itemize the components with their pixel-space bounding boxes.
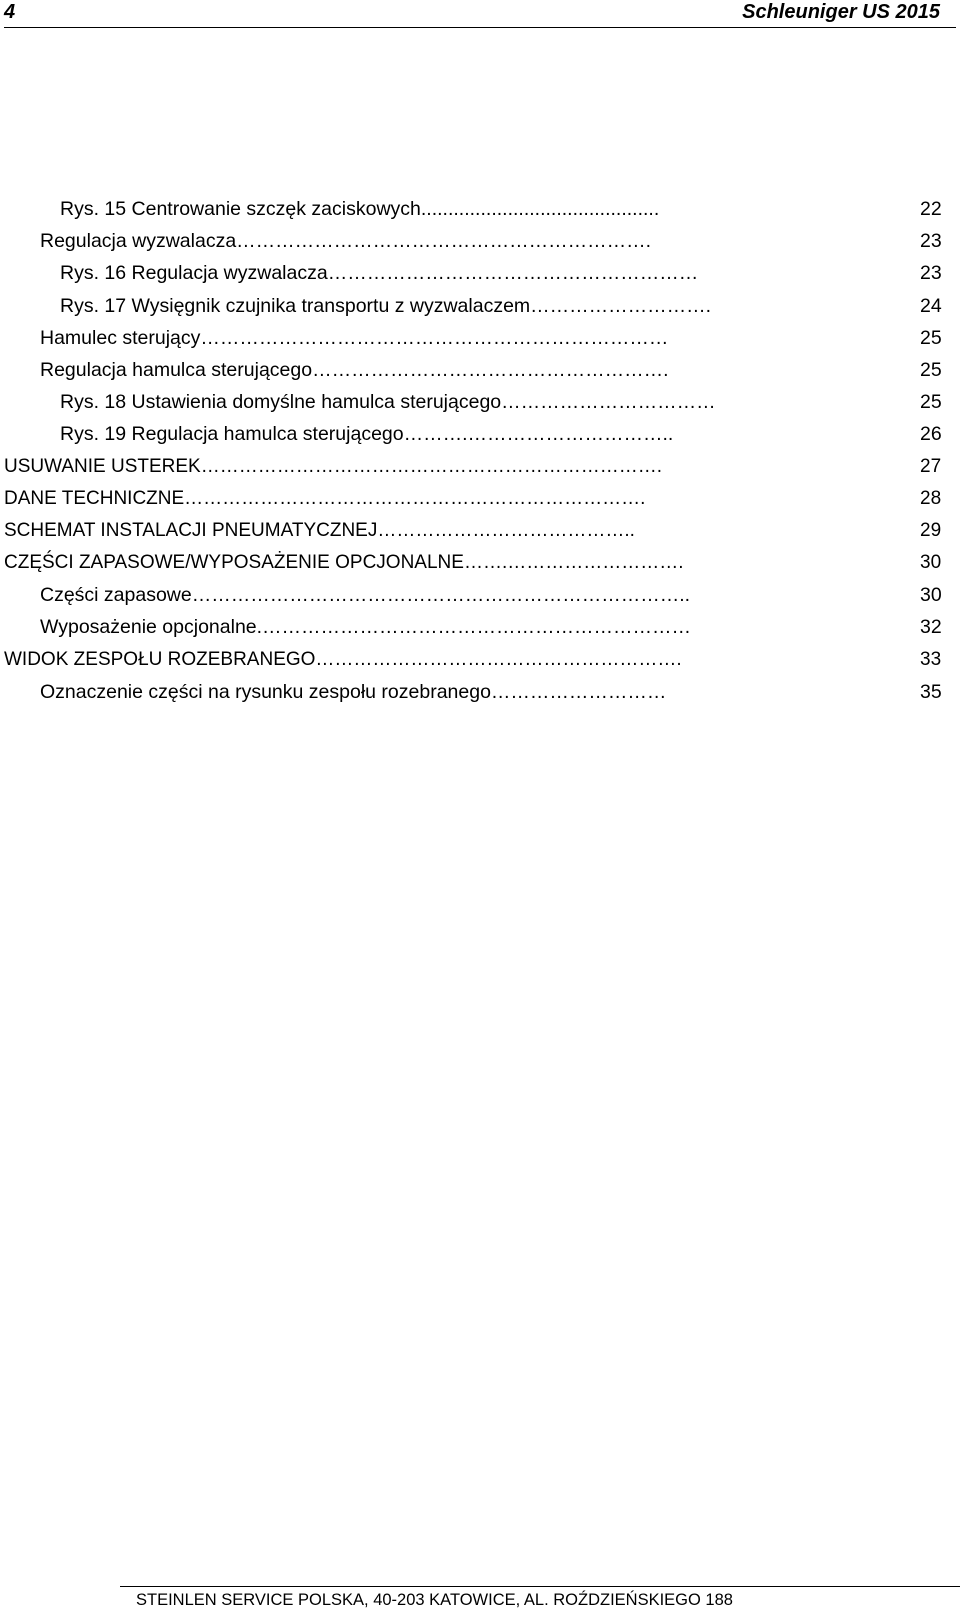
toc-entry[interactable] bbox=[0, 418, 960, 450]
toc-entry[interactable] bbox=[0, 579, 960, 611]
toc-entry[interactable] bbox=[0, 354, 960, 386]
toc-entry[interactable] bbox=[0, 644, 960, 676]
toc-entry[interactable] bbox=[0, 483, 960, 515]
toc-entry-page: 27 bbox=[920, 455, 942, 477]
toc-entry-title: WIDOK ZESPOŁU ROZEBRANEGO…………………………………………………. bbox=[4, 648, 682, 670]
toc-entry[interactable] bbox=[0, 290, 960, 322]
toc-entry-page: 32 bbox=[920, 616, 942, 639]
toc-entry-page: 23 bbox=[920, 262, 942, 285]
toc-entry-page: 25 bbox=[920, 391, 942, 414]
toc-entry[interactable] bbox=[0, 225, 960, 257]
toc-entry[interactable] bbox=[0, 257, 960, 289]
footer-address: STEINLEN SERVICE POLSKA, 40-203 KATOWICE, AL. ROŹDZIEŃSKIEGO 188 bbox=[136, 1591, 733, 1609]
toc-entry[interactable] bbox=[0, 611, 960, 643]
table-of-contents bbox=[0, 193, 960, 708]
toc-entry-title: Hamulec sterujący……………………………………………………………… bbox=[40, 326, 669, 349]
toc-entry-title: Wyposażenie opcjonalne.………………………………………………………… bbox=[40, 616, 692, 639]
toc-entry-title: CZĘŚCI ZAPASOWE/WYPOSAŻENIE OPCJONALNE…….………………………. bbox=[4, 552, 684, 574]
toc-entry-title: Rys. 15 Centrowanie szczęk zaciskowych............................................ bbox=[60, 198, 660, 220]
toc-entry-title: Rys. 18 Ustawienia domyślne hamulca sterującego…………………………… bbox=[60, 391, 716, 414]
toc-entry[interactable] bbox=[0, 193, 960, 225]
page-header bbox=[4, 0, 956, 28]
toc-entry-page: 29 bbox=[920, 519, 942, 541]
toc-entry-page: 24 bbox=[920, 294, 942, 317]
toc-entry-page: 30 bbox=[920, 584, 942, 607]
toc-entry-page: 35 bbox=[920, 680, 942, 703]
toc-entry-page: 25 bbox=[920, 326, 942, 349]
toc-entry-title: Rys. 19 Regulacja hamulca sterującego……….………………………….. bbox=[60, 423, 674, 446]
toc-entry[interactable] bbox=[0, 515, 960, 547]
document-title: Schleuniger US 2015 bbox=[742, 1, 940, 23]
toc-entry-title: Rys. 16 Regulacja wyzwalacza………………………………………………… bbox=[60, 262, 699, 285]
toc-entry-page: 33 bbox=[920, 648, 942, 670]
toc-entry-page: 25 bbox=[920, 358, 942, 381]
toc-entry-page: 30 bbox=[920, 552, 942, 574]
toc-entry-title: Regulacja hamulca sterującego………………………………………………. bbox=[40, 358, 669, 381]
toc-entry[interactable] bbox=[0, 386, 960, 418]
toc-entry-title: USUWANIE USTEREK………………………………………………………………. bbox=[4, 455, 662, 477]
toc-entry[interactable] bbox=[0, 322, 960, 354]
toc-entry-page: 26 bbox=[920, 423, 942, 446]
toc-entry[interactable] bbox=[0, 451, 960, 483]
toc-entry-title: Rys. 17 Wysięgnik czujnika transportu z wyzwalaczem………………………. bbox=[60, 294, 712, 317]
toc-entry-title: Oznaczenie części na rysunku zespołu rozebranego……………………… bbox=[40, 680, 667, 703]
toc-entry-title: Części zapasowe………………………………………………………………….. bbox=[40, 584, 691, 607]
page-footer bbox=[120, 1586, 960, 1609]
toc-entry-page: 28 bbox=[920, 487, 942, 509]
toc-entry[interactable] bbox=[0, 676, 960, 708]
page-number: 4 bbox=[4, 1, 16, 23]
toc-entry-title: SCHEMAT INSTALACJI PNEUMATYCZNEJ………………………………….. bbox=[4, 519, 635, 541]
toc-entry[interactable] bbox=[0, 547, 960, 579]
toc-entry-title: Regulacja wyzwalacza………………………………………………………. bbox=[40, 230, 652, 253]
toc-entry-page: 23 bbox=[920, 230, 942, 253]
toc-entry-page: 22 bbox=[920, 198, 942, 220]
toc-entry-title: DANE TECHNICZNE………………………………………………………………. bbox=[4, 487, 646, 509]
